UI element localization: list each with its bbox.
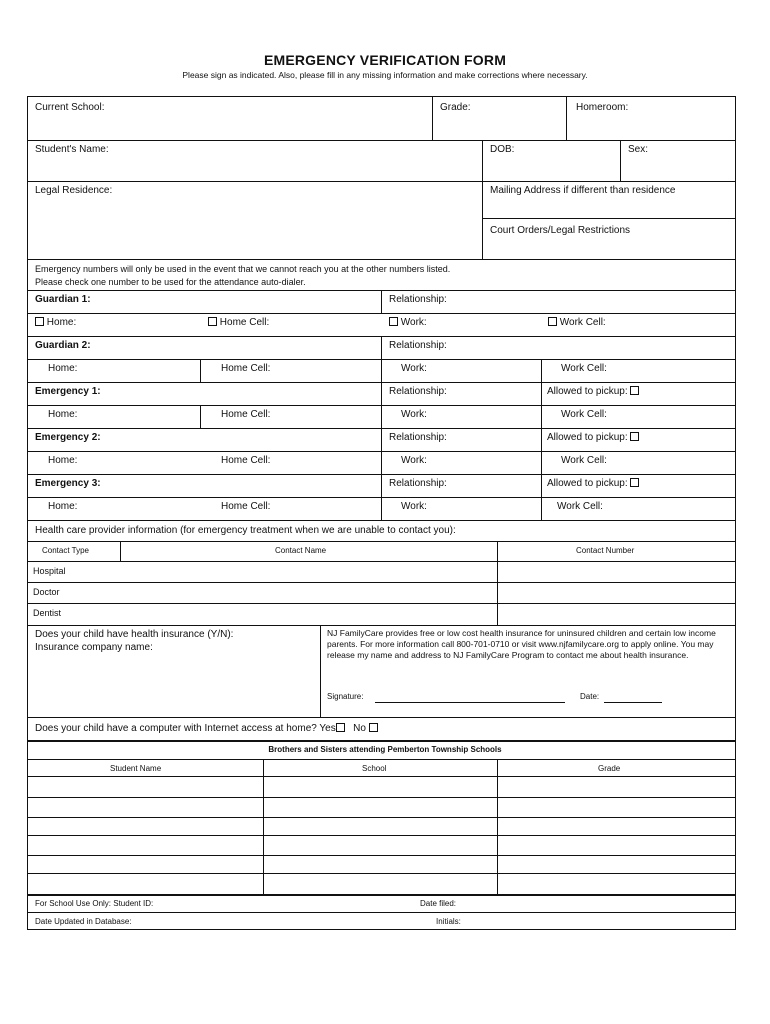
computer-no-checkbox[interactable]: [369, 723, 378, 732]
emergency2-workcell[interactable]: Work Cell:: [561, 455, 607, 466]
hospital-label[interactable]: Hospital: [33, 566, 66, 576]
sibling-row-3[interactable]: [27, 817, 736, 818]
sibling-row-5[interactable]: [27, 855, 736, 856]
emergency3-home[interactable]: Home:: [48, 501, 78, 512]
signature-line[interactable]: [375, 702, 565, 703]
emergency1-homecell[interactable]: Home Cell:: [221, 409, 271, 420]
doctor-label[interactable]: Doctor: [33, 587, 60, 597]
siblings-school-header: School: [362, 764, 387, 773]
guardian1-work-checkbox[interactable]: [389, 317, 398, 326]
emergency2-home[interactable]: Home:: [48, 455, 78, 466]
computer-question: Does your child have a computer with Internet access at home?: [35, 723, 317, 734]
legal-residence-field[interactable]: Legal Residence:: [35, 185, 113, 196]
grade-field[interactable]: Grade:: [440, 102, 471, 113]
guardian2-workcell[interactable]: Work Cell:: [561, 363, 607, 374]
computer-yes-checkbox[interactable]: [336, 723, 345, 732]
emergency1-label: Emergency 1:: [35, 386, 101, 397]
dob-field[interactable]: DOB:: [490, 144, 515, 155]
guardian2-home[interactable]: Home:: [48, 363, 78, 374]
current-school-field[interactable]: Current School:: [35, 102, 105, 113]
sibling-row-4[interactable]: [27, 835, 736, 836]
guardian1-home-checkbox[interactable]: [35, 317, 44, 326]
emergency1-pickup-checkbox[interactable]: [630, 386, 639, 395]
siblings-grade-header: Grade: [598, 764, 621, 773]
siblings-student-name-header: Student Name: [110, 764, 162, 773]
emergency2-label: Emergency 2:: [35, 432, 101, 443]
emergency1-work[interactable]: Work:: [401, 409, 427, 420]
sibling-row-6[interactable]: [27, 873, 736, 874]
guardian2-work[interactable]: Work:: [401, 363, 427, 374]
sibling-row-2[interactable]: [27, 797, 736, 798]
emergency3-pickup[interactable]: Allowed to pickup:: [547, 478, 639, 489]
emergency2-relationship[interactable]: Relationship:: [389, 432, 447, 443]
emergency1-pickup[interactable]: Allowed to pickup:: [547, 386, 639, 397]
emergency1-home[interactable]: Home:: [48, 409, 78, 420]
sex-field[interactable]: Sex:: [628, 144, 649, 155]
contact-type-header: Contact Type: [42, 546, 89, 555]
emergency2-work[interactable]: Work:: [401, 455, 427, 466]
guardian1-workcell-checkbox[interactable]: [548, 317, 557, 326]
dentist-label[interactable]: Dentist: [33, 608, 62, 618]
mailing-address-field[interactable]: Mailing Address if different than residence: [490, 185, 676, 196]
emergency-note-line1: Emergency numbers will only be used in the event that we cannot reach you at the other numbers listed.: [35, 264, 451, 274]
guardian1-relationship[interactable]: Relationship:: [389, 294, 447, 305]
emergency2-pickup[interactable]: Allowed to pickup:: [547, 432, 639, 443]
emergency3-work[interactable]: Work:: [401, 501, 427, 512]
date-updated-label[interactable]: Date Updated in Database:: [35, 917, 132, 926]
nj-familycare-text: NJ FamilyCare provides free or low cost health insurance for uninsured children and certain low income parents. For more information call 800-701-0710 or visit www.njfamilycare.org to apply online. You may release my name and address to NJ FamilyCare Program to contact me about health insurance.: [327, 628, 716, 660]
student-name-field[interactable]: Student's Name:: [35, 144, 109, 155]
guardian1-homecell-row[interactable]: Home Cell:: [208, 317, 269, 328]
guardian1-label: Guardian 1:: [35, 294, 91, 305]
emergency3-label: Emergency 3:: [35, 478, 101, 489]
date-filed-label[interactable]: Date filed:: [420, 899, 457, 908]
guardian1-homecell-checkbox[interactable]: [208, 317, 217, 326]
emergency3-pickup-checkbox[interactable]: [630, 478, 639, 487]
guardian1-workcell-row[interactable]: Work Cell:: [548, 317, 606, 328]
insurance-question[interactable]: Does your child have health insurance (Y/N):: [35, 629, 234, 640]
guardian1-work-row[interactable]: Work:: [389, 317, 427, 328]
health-heading: Health care provider information (for emergency treatment when we are unable to contact you):: [35, 525, 456, 536]
student-id-label[interactable]: For School Use Only: Student ID:: [35, 899, 154, 908]
emergency-note-line2: Please check one number to be used for the attendance auto-dialer.: [35, 277, 306, 287]
date-label: Date:: [580, 692, 600, 701]
emergency3-homecell[interactable]: Home Cell:: [221, 501, 271, 512]
guardian2-homecell[interactable]: Home Cell:: [221, 363, 271, 374]
guardian2-label: Guardian 2:: [35, 340, 91, 351]
emergency2-homecell[interactable]: Home Cell:: [221, 455, 271, 466]
homeroom-field[interactable]: Homeroom:: [576, 102, 629, 113]
date-line[interactable]: [604, 702, 662, 703]
form-title: EMERGENCY VERIFICATION FORM: [263, 52, 507, 68]
computer-question-row: Does your child have a computer with Internet access at home? Yes No: [35, 723, 378, 734]
emergency1-relationship[interactable]: Relationship:: [389, 386, 447, 397]
initials-label[interactable]: Initials:: [436, 917, 461, 926]
court-orders-field[interactable]: Court Orders/Legal Restrictions: [490, 225, 631, 236]
signature-label: Signature:: [327, 692, 364, 701]
guardian2-relationship[interactable]: Relationship:: [389, 340, 447, 351]
insurance-company[interactable]: Insurance company name:: [35, 642, 153, 653]
emergency2-pickup-checkbox[interactable]: [630, 432, 639, 441]
form-subtitle: Please sign as indicated. Also, please fill in any missing information and make corrections where necessary.: [182, 70, 588, 80]
contact-name-header: Contact Name: [275, 546, 327, 555]
siblings-heading: Brothers and Sisters attending Pemberton Township Schools: [268, 745, 502, 754]
contact-number-header: Contact Number: [576, 546, 635, 555]
emergency3-relationship[interactable]: Relationship:: [389, 478, 447, 489]
guardian1-home-row[interactable]: Home:: [35, 317, 76, 328]
emergency3-workcell[interactable]: Work Cell:: [557, 501, 603, 512]
emergency1-workcell[interactable]: Work Cell:: [561, 409, 607, 420]
sibling-row-1[interactable]: [27, 776, 736, 777]
